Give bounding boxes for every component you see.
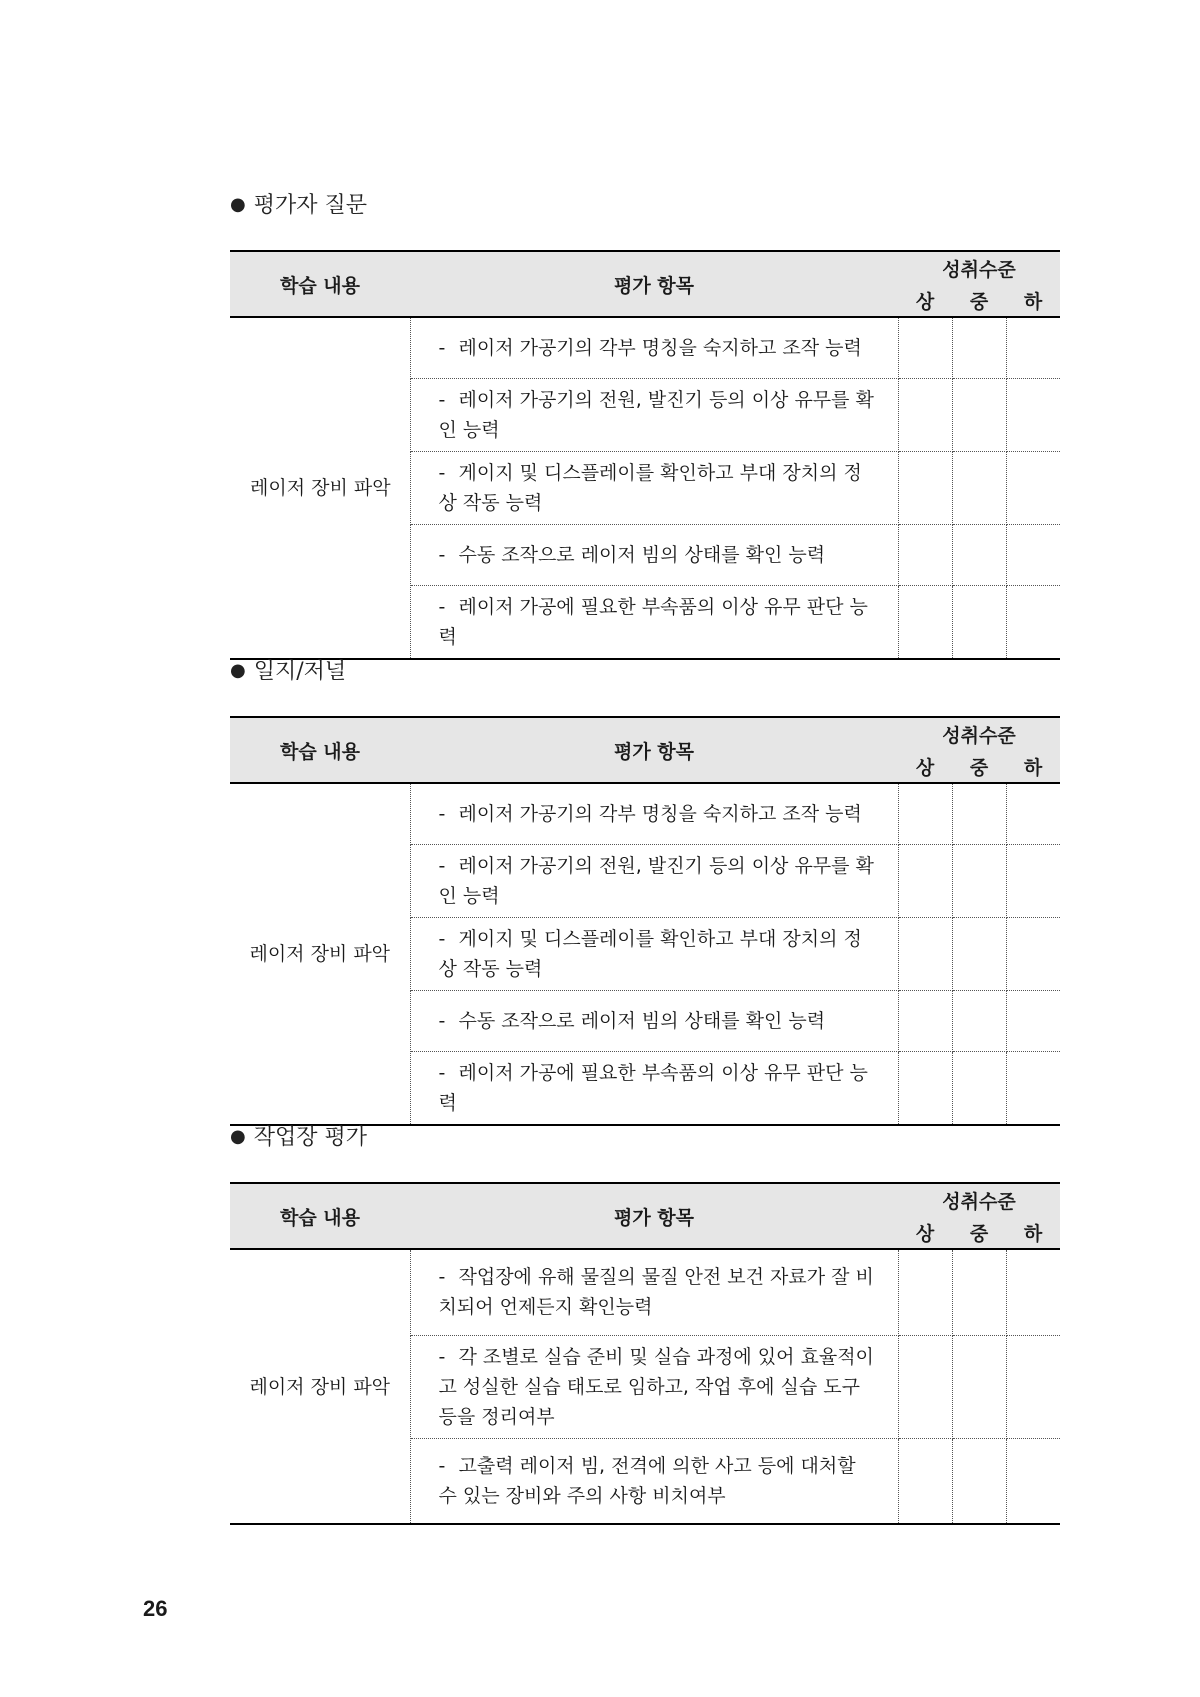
eval-item: - 수동 조작으로 레이저 빔의 상태를 확인 능력 xyxy=(410,990,898,1051)
eval-item: - 레이저 가공기의 전원, 발진기 등의 이상 유무를 확인 능력 xyxy=(410,844,898,917)
eval-item: - 수동 조작으로 레이저 빔의 상태를 확인 능력 xyxy=(410,524,898,585)
level-mid: 중 xyxy=(952,282,1006,317)
header-content: 학습 내용 xyxy=(230,717,410,783)
section-title: ● 일지/저널 xyxy=(230,659,347,684)
learning-content: 레이저 장비 파악 xyxy=(230,1249,410,1524)
header-content: 학습 내용 xyxy=(230,1183,410,1249)
check-cell-high[interactable] xyxy=(898,1335,952,1438)
header-level: 성취수준 xyxy=(898,717,1060,748)
check-cell-low[interactable] xyxy=(1006,451,1060,524)
check-cell-low[interactable] xyxy=(1006,917,1060,990)
check-cell-mid[interactable] xyxy=(952,378,1006,451)
header-level: 성취수준 xyxy=(898,1183,1060,1214)
evaluation-table-3 xyxy=(230,1182,1060,1525)
learning-content: 레이저 장비 파악 xyxy=(230,317,410,659)
check-cell-mid[interactable] xyxy=(952,844,1006,917)
eval-item: - 레이저 가공기의 전원, 발진기 등의 이상 유무를 확인 능력 xyxy=(410,378,898,451)
section-title: ● 작업장 평가 xyxy=(230,1125,367,1150)
eval-item: - 각 조별로 실습 준비 및 실습 과정에 있어 효율적이고 성실한 실습 태도로 임하고, 작업 후에 실습 도구 등을 정리여부 xyxy=(410,1335,898,1438)
bullet-icon: ● xyxy=(230,660,246,681)
check-cell-mid[interactable] xyxy=(952,1438,1006,1524)
check-cell-low[interactable] xyxy=(1006,585,1060,659)
check-cell-low[interactable] xyxy=(1006,378,1060,451)
check-cell-high[interactable] xyxy=(898,585,952,659)
check-cell-low[interactable] xyxy=(1006,783,1060,844)
check-cell-mid[interactable] xyxy=(952,1335,1006,1438)
eval-item: - 게이지 및 디스플레이를 확인하고 부대 장치의 정상 작동 능력 xyxy=(410,451,898,524)
check-cell-low[interactable] xyxy=(1006,1249,1060,1335)
check-cell-mid[interactable] xyxy=(952,524,1006,585)
level-mid: 중 xyxy=(952,1214,1006,1249)
check-cell-low[interactable] xyxy=(1006,990,1060,1051)
level-mid: 중 xyxy=(952,748,1006,783)
header-content: 학습 내용 xyxy=(230,251,410,317)
header-item: 평가 항목 xyxy=(410,1183,898,1249)
eval-item: - 레이저 가공에 필요한 부속품의 이상 유무 판단 능력 xyxy=(410,1051,898,1125)
header-item: 평가 항목 xyxy=(410,717,898,783)
evaluation-table-2 xyxy=(230,716,1060,1126)
check-cell-low[interactable] xyxy=(1006,524,1060,585)
eval-item: - 레이저 가공에 필요한 부속품의 이상 유무 판단 능력 xyxy=(410,585,898,659)
check-cell-mid[interactable] xyxy=(952,917,1006,990)
check-cell-mid[interactable] xyxy=(952,990,1006,1051)
check-cell-mid[interactable] xyxy=(952,783,1006,844)
section-title: ● 평가자 질문 xyxy=(230,193,367,218)
check-cell-high[interactable] xyxy=(898,917,952,990)
check-cell-low[interactable] xyxy=(1006,844,1060,917)
learning-content: 레이저 장비 파악 xyxy=(230,783,410,1125)
check-cell-high[interactable] xyxy=(898,1249,952,1335)
eval-item: - 게이지 및 디스플레이를 확인하고 부대 장치의 정상 작동 능력 xyxy=(410,917,898,990)
check-cell-high[interactable] xyxy=(898,990,952,1051)
check-cell-high[interactable] xyxy=(898,451,952,524)
check-cell-mid[interactable] xyxy=(952,1249,1006,1335)
bullet-icon: ● xyxy=(230,1126,246,1147)
page-number: 26 xyxy=(143,1596,168,1621)
check-cell-mid[interactable] xyxy=(952,451,1006,524)
check-cell-high[interactable] xyxy=(898,524,952,585)
check-cell-low[interactable] xyxy=(1006,317,1060,378)
level-low: 하 xyxy=(1006,1214,1060,1249)
level-high: 상 xyxy=(898,748,952,783)
eval-item: - 작업장에 유해 물질의 물질 안전 보건 자료가 잘 비치되어 언제든지 확인능력 xyxy=(410,1249,898,1335)
check-cell-high[interactable] xyxy=(898,783,952,844)
check-cell-high[interactable] xyxy=(898,844,952,917)
check-cell-mid[interactable] xyxy=(952,317,1006,378)
level-high: 상 xyxy=(898,282,952,317)
level-low: 하 xyxy=(1006,748,1060,783)
header-item: 평가 항목 xyxy=(410,251,898,317)
bullet-icon: ● xyxy=(230,194,246,215)
check-cell-mid[interactable] xyxy=(952,585,1006,659)
check-cell-high[interactable] xyxy=(898,1051,952,1125)
check-cell-high[interactable] xyxy=(898,317,952,378)
header-level: 성취수준 xyxy=(898,251,1060,282)
check-cell-high[interactable] xyxy=(898,378,952,451)
eval-item: - 레이저 가공기의 각부 명칭을 숙지하고 조작 능력 xyxy=(410,317,898,378)
level-high: 상 xyxy=(898,1214,952,1249)
level-low: 하 xyxy=(1006,282,1060,317)
evaluation-table-1 xyxy=(230,250,1060,660)
check-cell-low[interactable] xyxy=(1006,1051,1060,1125)
check-cell-high[interactable] xyxy=(898,1438,952,1524)
check-cell-mid[interactable] xyxy=(952,1051,1006,1125)
eval-item: - 고출력 레이저 빔, 전격에 의한 사고 등에 대처할 수 있는 장비와 주의 사항 비치여부 xyxy=(410,1438,898,1524)
check-cell-low[interactable] xyxy=(1006,1335,1060,1438)
eval-item: - 레이저 가공기의 각부 명칭을 숙지하고 조작 능력 xyxy=(410,783,898,844)
check-cell-low[interactable] xyxy=(1006,1438,1060,1524)
